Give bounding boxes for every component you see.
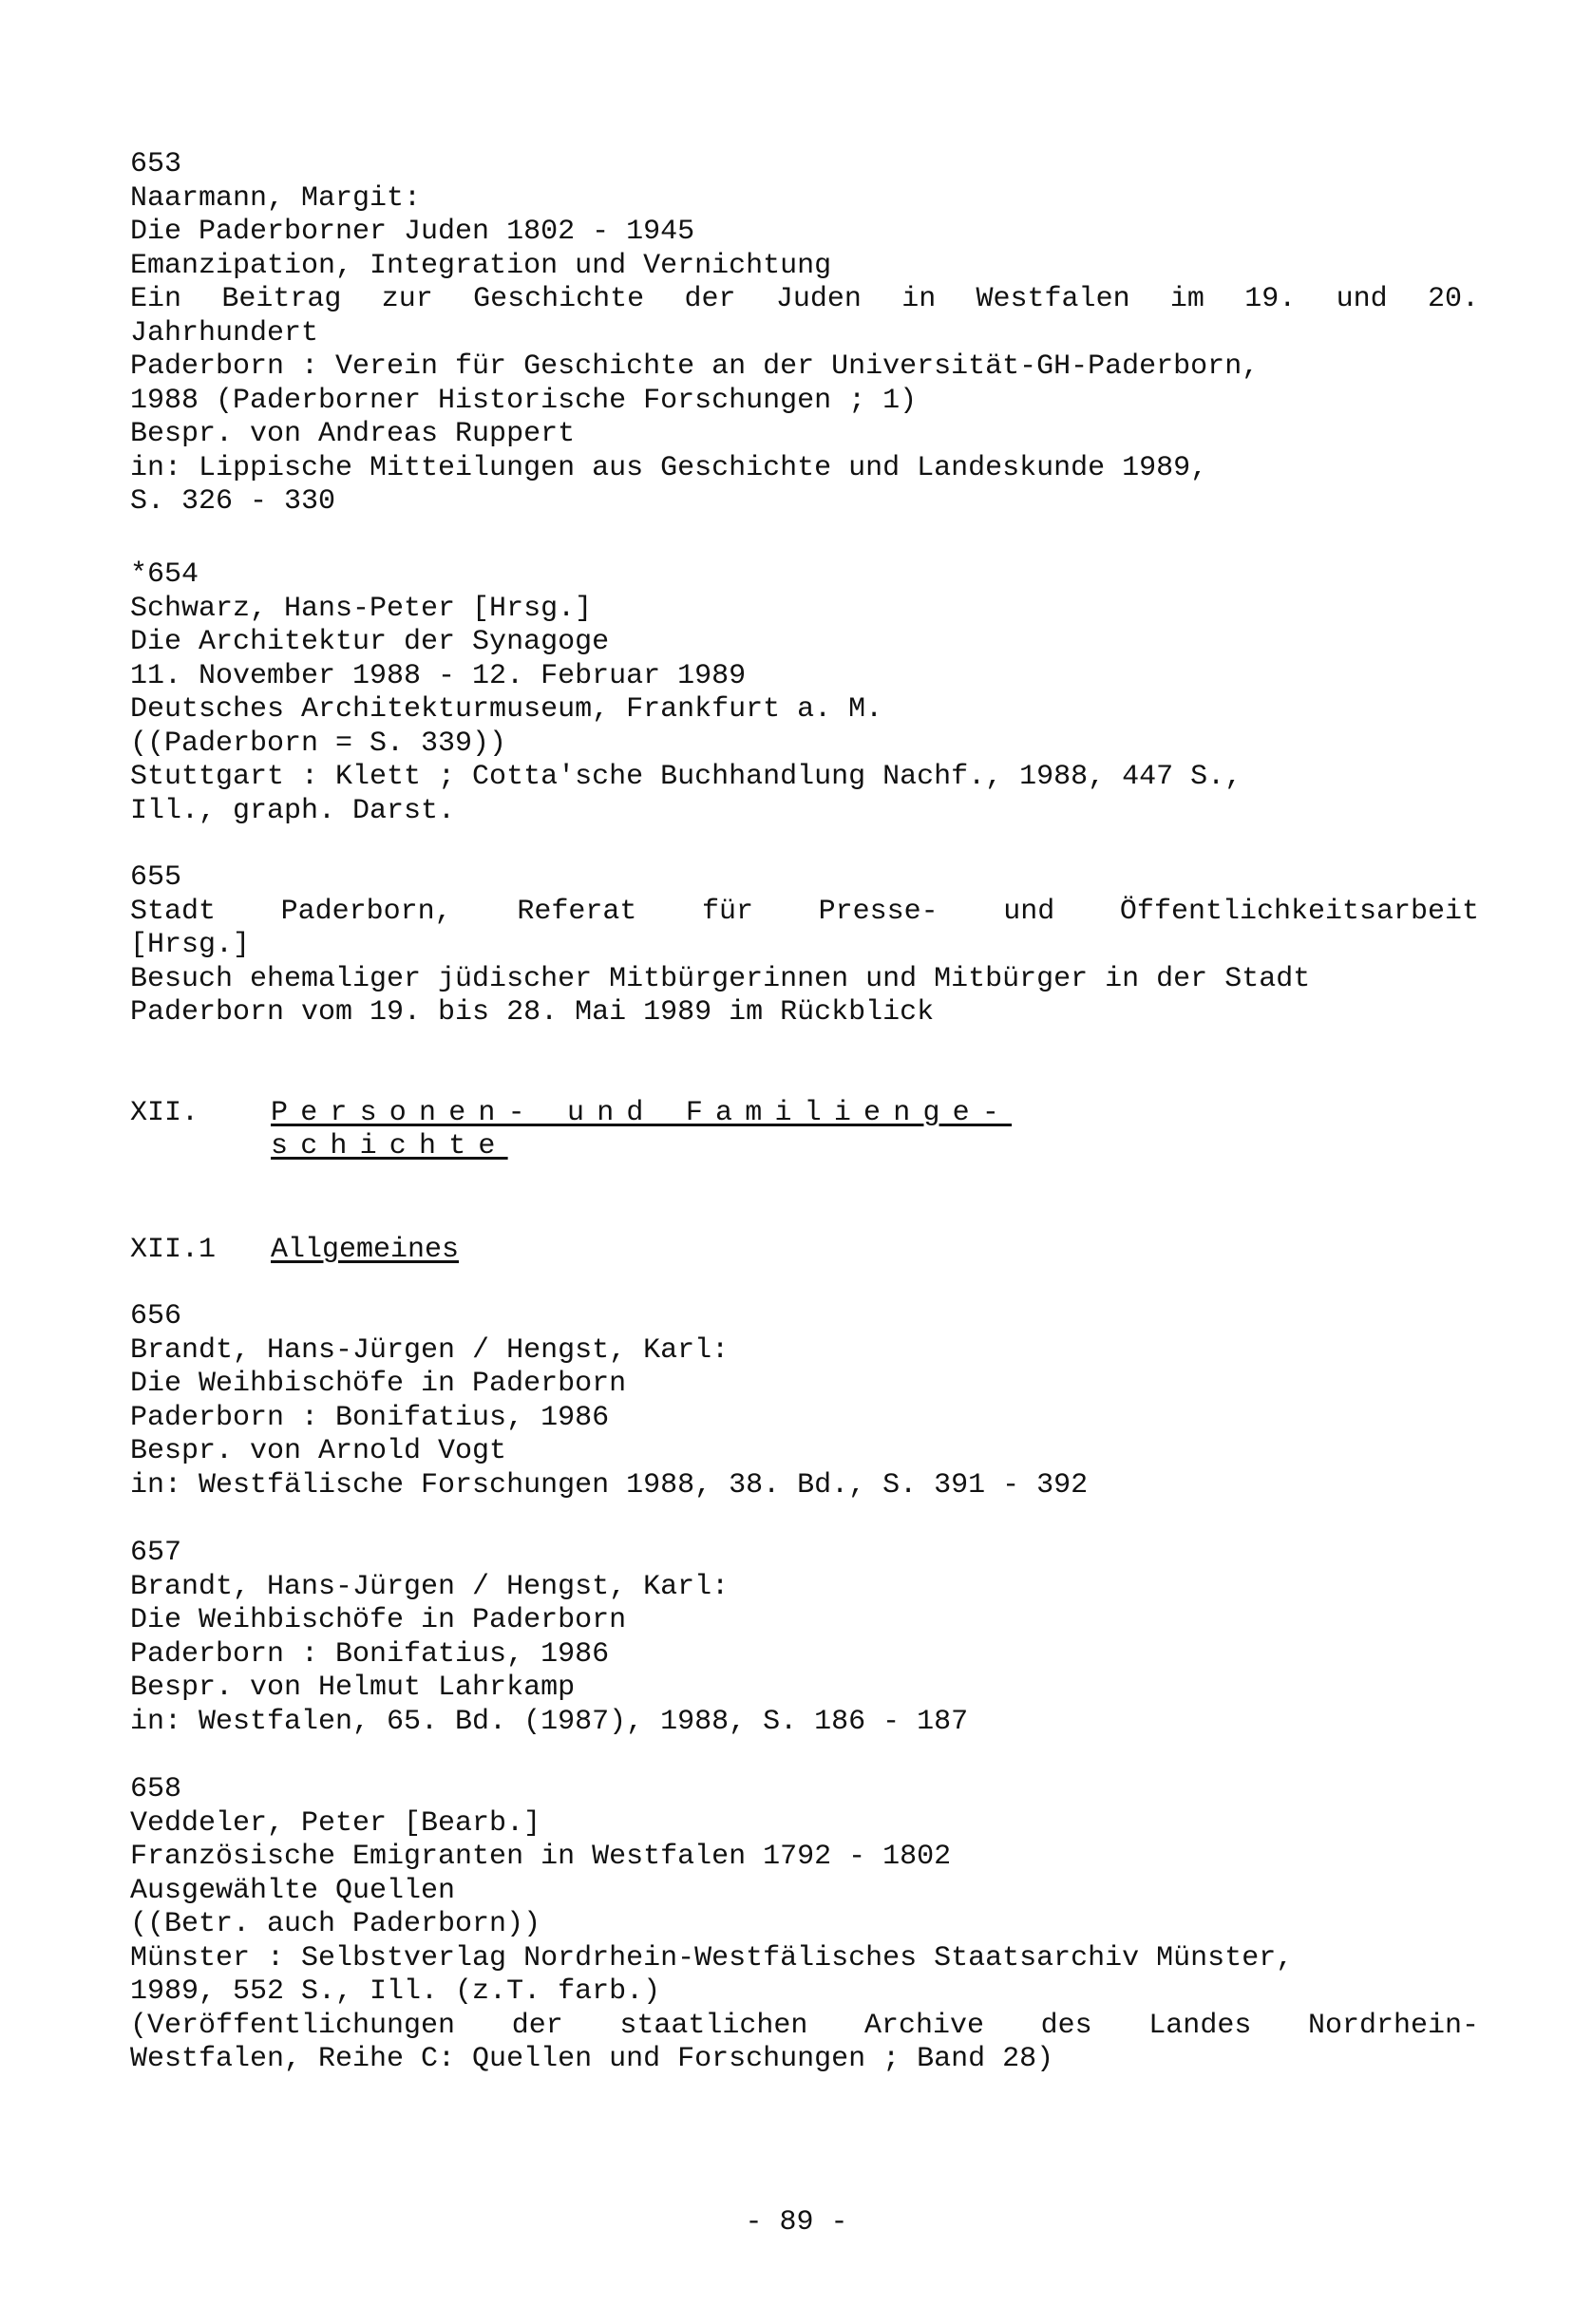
entry-line: Emanzipation, Integration und Vernichtung bbox=[130, 249, 832, 282]
entry-line: 1988 (Paderborner Historische Forschungen ; 1) bbox=[130, 384, 918, 417]
entry-line: Brandt, Hans-Jürgen / Hengst, Karl: bbox=[130, 1333, 730, 1367]
entry-line: 11. November 1988 - 12. Februar 1989 bbox=[130, 659, 747, 692]
bibliography-entry-653 bbox=[130, 148, 1479, 520]
entry-line: Brandt, Hans-Jürgen / Hengst, Karl: bbox=[130, 1570, 730, 1603]
entry-line: ((Paderborn = S. 339)) bbox=[130, 727, 507, 760]
entry-line: Besuch ehemaliger jüdischer Mitbürgerinnen und Mitbürger in der Stadt bbox=[130, 962, 1311, 995]
section-title-line-2: schichte bbox=[271, 1130, 508, 1162]
entry-number: 656 bbox=[130, 1300, 182, 1332]
entry-line: Bespr. von Andreas Ruppert bbox=[130, 418, 576, 450]
bibliography-entry-654 bbox=[130, 558, 1479, 828]
entry-line: Ill., graph. Darst. bbox=[130, 794, 456, 827]
subsection-title: Allgemeines bbox=[271, 1234, 460, 1266]
entry-line: Die Architektur der Synagoge bbox=[130, 626, 610, 658]
entry-number: *654 bbox=[130, 558, 199, 591]
entry-line: Deutsches Architekturmuseum, Frankfurt a. M. bbox=[130, 693, 883, 726]
bibliography-entry-655 bbox=[130, 861, 1479, 1030]
page-number: - 89 - bbox=[745, 2206, 848, 2239]
entry-line: Die Paderborner Juden 1802 - 1945 bbox=[130, 216, 695, 248]
entry-line: in: Lippische Mitteilungen aus Geschichte und Landeskunde 1989, bbox=[130, 451, 1208, 484]
bibliography-entry-657 bbox=[130, 1537, 1479, 1739]
entry-line: ((Betr. auch Paderborn)) bbox=[130, 1908, 541, 1940]
bibliography-entry-658 bbox=[130, 1773, 1479, 2077]
entry-line: Bespr. von Helmut Lahrkamp bbox=[130, 1672, 576, 1704]
entry-line: Französische Emigranten in Westfalen 1792 - 1802 bbox=[130, 1841, 952, 1873]
entry-line: Naarmann, Margit: bbox=[130, 181, 422, 215]
entry-line: Paderborn : Bonifatius, 1986 bbox=[130, 1637, 610, 1671]
entry-line: Stadt Paderborn, Referat für Presse- und Öffentlichkeitsarbeit bbox=[130, 895, 1479, 928]
section-heading bbox=[130, 1097, 1479, 1168]
entry-line: (Veröffentlichungen der staatlichen Archive des Landes Nordrhein- bbox=[130, 2009, 1479, 2042]
bibliography-entry-656 bbox=[130, 1300, 1479, 1502]
entry-line: Die Weihbischöfe in Paderborn bbox=[130, 1604, 627, 1636]
entry-line: in: Westfalen, 65. Bd. (1987), 1988, S. 186 - 187 bbox=[130, 1705, 969, 1738]
entry-line: Stuttgart : Klett ; Cotta'sche Buchhandlung Nachf., 1988, 447 S., bbox=[130, 761, 1242, 793]
entry-line: S. 326 - 330 bbox=[130, 485, 336, 518]
entry-number: 657 bbox=[130, 1537, 182, 1569]
entry-line: 1989, 552 S., Ill. (z.T. farb.) bbox=[130, 1975, 661, 2008]
entry-line: Die Weihbischöfe in Paderborn bbox=[130, 1368, 627, 1400]
entry-line: Ein Beitrag zur Geschichte der Juden in Westfalen im 19. und 20. bbox=[130, 283, 1479, 315]
entry-number: 653 bbox=[130, 148, 182, 180]
entry-number: 655 bbox=[130, 861, 182, 894]
subsection-heading bbox=[130, 1234, 1479, 1268]
section-title-line-1: Personen- und Familienge- bbox=[271, 1097, 1013, 1129]
entry-line: Schwarz, Hans-Peter [Hrsg.] bbox=[130, 592, 593, 625]
subsection-number: XII.1 bbox=[130, 1234, 217, 1266]
entry-line: in: Westfälische Forschungen 1988, 38. Bd., S. 391 - 392 bbox=[130, 1468, 1089, 1502]
entry-line: Jahrhundert bbox=[130, 316, 319, 350]
entry-line: [Hrsg.] bbox=[130, 929, 251, 961]
entry-line: Paderborn vom 19. bis 28. Mai 1989 im Rückblick bbox=[130, 996, 935, 1029]
entry-line: Westfalen, Reihe C: Quellen und Forschungen ; Band 28) bbox=[130, 2043, 1054, 2075]
entry-line: Ausgewählte Quellen bbox=[130, 1874, 456, 1907]
entry-line: Paderborn : Verein für Geschichte an der Universität-GH-Paderborn, bbox=[130, 350, 1260, 383]
section-number: XII. bbox=[130, 1097, 199, 1129]
entry-number: 658 bbox=[130, 1773, 182, 1805]
entry-line: Bespr. von Arnold Vogt bbox=[130, 1435, 507, 1467]
entry-line: Veddeler, Peter [Bearb.] bbox=[130, 1806, 541, 1840]
entry-line: Münster : Selbstverlag Nordrhein-Westfälisches Staatsarchiv Münster, bbox=[130, 1941, 1294, 1974]
entry-line: Paderborn : Bonifatius, 1986 bbox=[130, 1401, 610, 1434]
